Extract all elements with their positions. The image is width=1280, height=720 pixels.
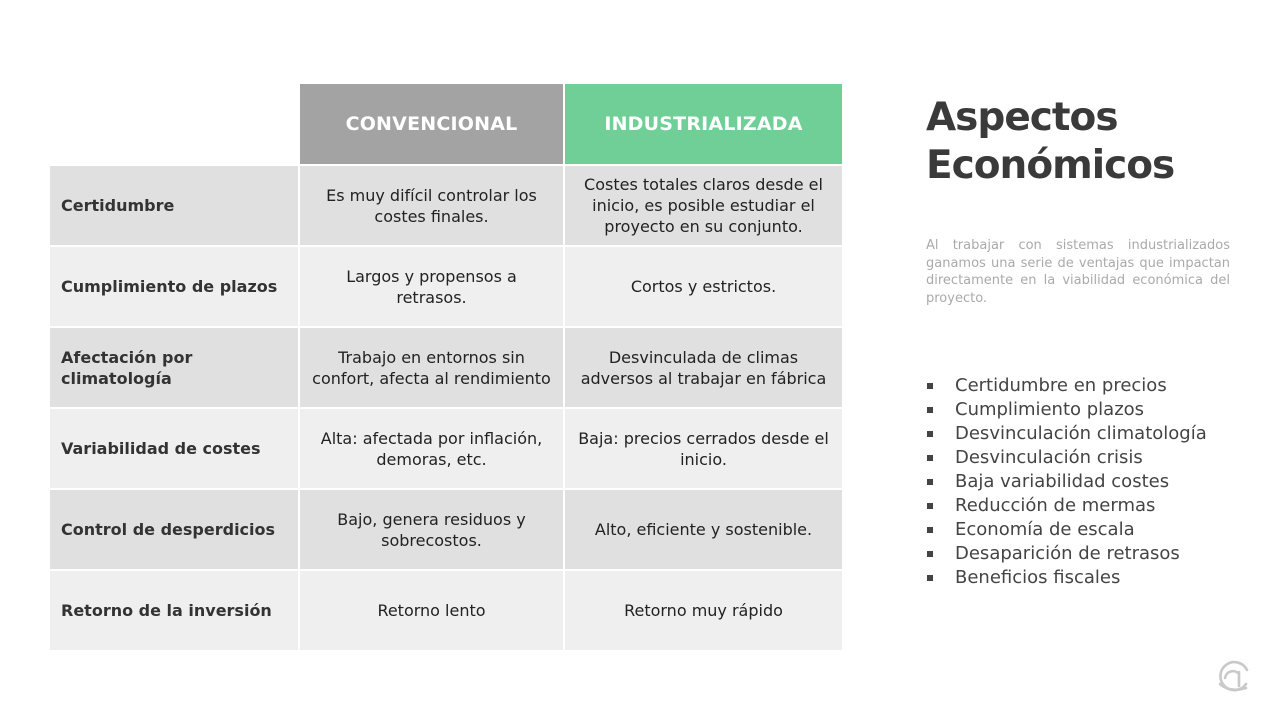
list-item [926,542,1207,566]
table-row [50,326,842,407]
list-item-label: Baja variabilidad costes [955,471,1170,492]
table-row [50,245,842,326]
industrialized-cell: Baja: precios cerrados desde el inicio. [563,407,842,488]
comparison-table [50,84,842,650]
criterion-cell: Certidumbre [50,164,298,245]
list-item [926,374,1207,398]
company-logo-icon [1216,654,1252,694]
square-bullet-icon [927,455,933,461]
criterion-cell: Afectación por climatología [50,326,298,407]
square-bullet-icon [927,431,933,437]
conventional-cell: Bajo, genera residuos y sobrecostos. [298,488,563,569]
criterion-cell: Cumplimiento de plazos [50,245,298,326]
benefits-list [926,374,1207,590]
list-item-label: Desaparición de retrasos [955,543,1180,564]
header-empty-cell [50,84,298,164]
industrialized-cell: Cortos y estrictos. [563,245,842,326]
square-bullet-icon [927,407,933,413]
industrialized-cell: Costes totales claros desde el inicio, es posible estudiar el proyecto en su conjunto. [563,164,842,245]
square-bullet-icon [927,551,933,557]
list-item-label: Desvinculación climatología [955,423,1207,444]
conventional-cell: Es muy difícil controlar los costes finales. [298,164,563,245]
square-bullet-icon [927,383,933,389]
title-line-1: Aspectos [926,95,1118,140]
list-item [926,422,1207,446]
square-bullet-icon [927,527,933,533]
list-item [926,518,1207,542]
industrialized-cell: Desvinculada de climas adversos al trabajar en fábrica [563,326,842,407]
header-industrialized: INDUSTRIALIZADA [563,84,842,164]
square-bullet-icon [927,479,933,485]
square-bullet-icon [927,503,933,509]
table-row [50,407,842,488]
list-item [926,446,1207,470]
criterion-cell: Variabilidad de costes [50,407,298,488]
criterion-cell: Retorno de la inversión [50,569,298,650]
conventional-cell: Alta: afectada por inflación, demoras, etc. [298,407,563,488]
list-item [926,494,1207,518]
list-item-label: Reducción de mermas [955,495,1156,516]
criterion-cell: Control de desperdicios [50,488,298,569]
table-row [50,488,842,569]
title-line-2: Económicos [926,143,1175,188]
industrialized-cell: Alto, eficiente y sostenible. [563,488,842,569]
list-item [926,566,1207,590]
list-item-label: Beneficios fiscales [955,567,1121,588]
list-item [926,470,1207,494]
conventional-cell: Trabajo en entornos sin confort, afecta al rendimiento [298,326,563,407]
square-bullet-icon [927,575,933,581]
list-item-label: Certidumbre en precios [955,375,1167,396]
page-title [926,94,1256,190]
industrialized-cell: Retorno muy rápido [563,569,842,650]
table-row [50,569,842,650]
list-item-label: Desvinculación crisis [955,447,1143,468]
table-header-row [50,84,842,164]
list-item [926,398,1207,422]
table-row [50,164,842,245]
conventional-cell: Largos y propensos a retrasos. [298,245,563,326]
intro-paragraph: Al trabajar con sistemas industrializados ganamos una serie de ventajas que impactan directamente en la viabilidad económica del proyecto. [926,238,1230,306]
header-conventional: CONVENCIONAL [298,84,563,164]
list-item-label: Cumplimiento plazos [955,399,1145,420]
list-item-label: Economía de escala [955,519,1135,540]
conventional-cell: Retorno lento [298,569,563,650]
